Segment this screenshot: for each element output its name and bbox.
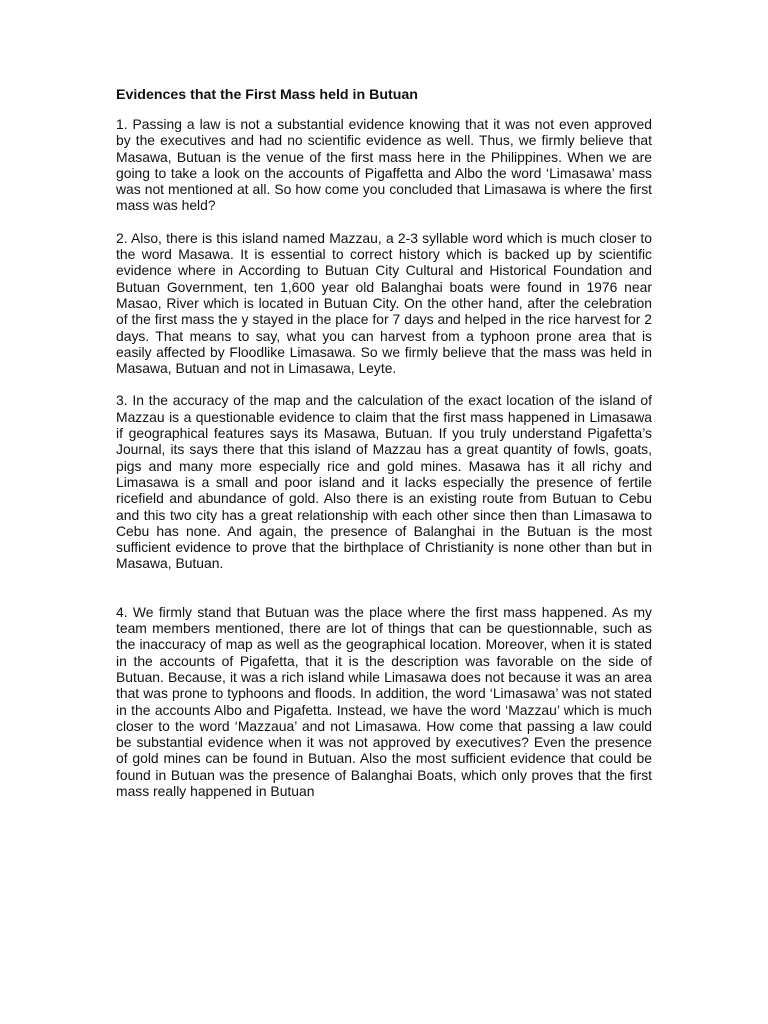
document-page — [116, 86, 652, 799]
paragraph-spacer — [116, 572, 652, 604]
paragraph-spacer — [116, 214, 652, 230]
paragraph-4: 4. We firmly stand that Butuan was the place where the first mass happened. As my team members mentioned, there are lot of things that can be questionnable, such as the inaccuracy of map as well as the geographical location. Moreover, when it is stated in the accounts of Pigafetta, that it is the description was favorable on the side of Butuan. Because, it was a rich island while Limasawa does not because it was an area that was prone to typhoons and floods. In addition, the word ‘Limasawa’ was not stated in the accounts Albo and Pigafetta. Instead, we have the word ‘Mazzau’ which is much closer to the word ‘Mazzaua’ and not Limasawa. How come that passing a law could be substantial evidence when it was not approved by executives? Even the presence of gold mines can be found in Butuan. Also the most sufficient evidence that could be found in Butuan was the presence of Balanghai Boats, which only proves that the first mass really happened in Butuan — [116, 603, 652, 799]
paragraph-1: 1. Passing a law is not a substantial evidence knowing that it was not even approved by the executives and had no scientific evidence as well. Thus, we firmly believe that Masawa, Butuan is the venue of the first mass here in the Philippines. When we are going to take a look on the accounts of Pigaffetta and Albo the word ‘Limasawa’ mass was not mentioned at all. So how come you concluded that Limasawa is where the first mass was held? — [116, 116, 652, 214]
paragraph-3: 3. In the accuracy of the map and the calculation of the exact location of the island of Mazzau is a questionable evidence to claim that the first mass happened in Limasawa if geographical features says its Masawa, Butuan. If you truly understand Pigafetta’s Journal, its says there that this island of Mazzau has a great quantity of fowls, goats, pigs and many more especially rice and gold mines. Masawa has it all richy and Limasawa is a small and poor island and it lacks especially the presence of fertile ricefield and abundance of gold. Also there is an existing route from Butuan to Cebu and this two city has a great relationship with each other since then than Limasawa to Cebu has none. And again, the presence of Balanghai in the Butuan is the most sufficient evidence to prove that the birthplace of Christianity is none other than but in Masawa, Butuan. — [116, 392, 652, 572]
document-title: Evidences that the First Mass held in Butuan — [116, 87, 418, 103]
paragraph-2: 2. Also, there is this island named Mazzau, a 2-3 syllable word which is much closer to the word Masawa. It is essential to correct history which is backed up by scientific evidence where in According to Butuan City Cultural and Historical Foundation and Butuan Government, ten 1,600 year old Balanghai boats were found in 1976 near Masao, River which is located in Butuan City. On the other hand, after the celebration of the first mass the y stayed in the place for 7 days and helped in the rice harvest for 2 days. That means to say, what you can harvest from a typhoon prone area that is easily affected by Floodlike Limasawa. So we firmly believe that the mass was held in Masawa, Butuan and not in Limasawa, Leyte. — [116, 229, 652, 377]
paragraph-spacer — [116, 376, 652, 392]
